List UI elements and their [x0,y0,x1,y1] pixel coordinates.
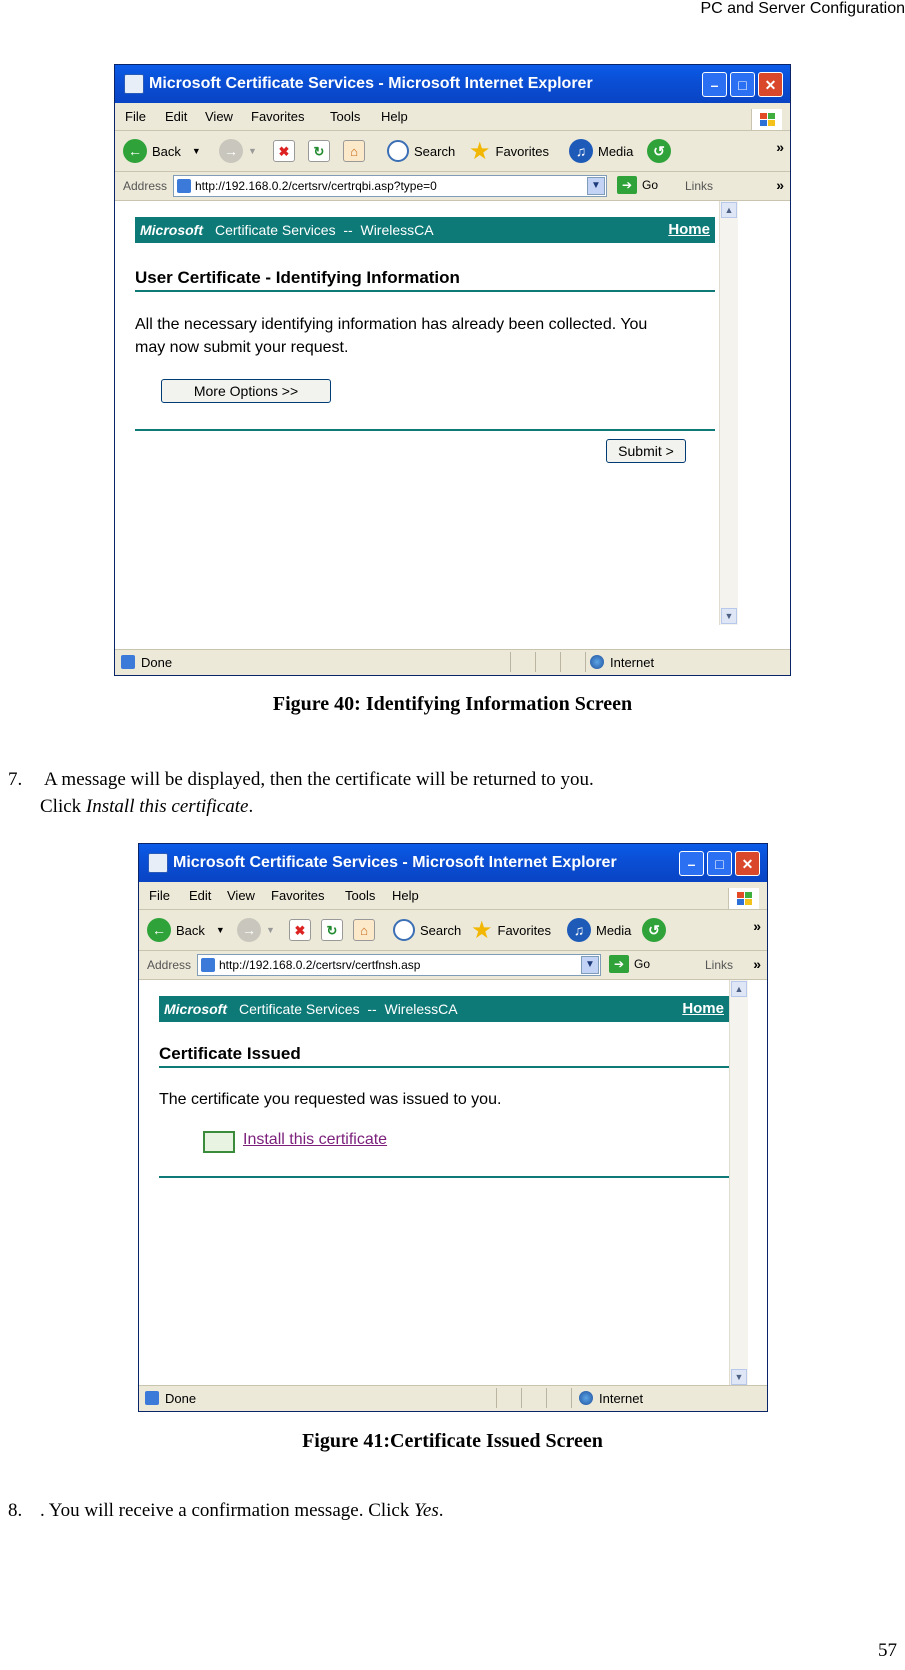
url-text: http://192.168.0.2/certsrv/certfnsh.asp [219,958,421,972]
vertical-scrollbar[interactable] [719,201,738,625]
info-line-1: All the necessary identifying information has already been collected. You [135,316,648,333]
menu-edit[interactable]: Edit [189,888,212,903]
address-label: Address [123,179,168,193]
scroll-down-icon[interactable]: ▼ [721,608,737,624]
go-button[interactable]: ➔ Go [609,955,650,973]
ie-page-icon [148,853,168,873]
links-chevron-icon[interactable]: » [753,956,761,972]
page-content [143,980,743,1380]
address-label: Address [147,958,192,972]
more-options-button[interactable]: More Options >> [161,379,331,403]
star-icon: ★ [469,137,491,165]
certificate-icon [203,1131,235,1153]
banner-brand: Microsoft [164,1001,227,1017]
figure-41-caption: Figure 41:Certificate Issued Screen [302,1430,603,1452]
title-bar[interactable] [139,844,767,882]
menu-edit[interactable]: Edit [165,109,188,124]
menu-tools[interactable]: Tools [345,888,376,903]
back-arrow-icon: ← [147,918,171,942]
links-chevron-icon[interactable]: » [776,177,784,193]
forward-arrow-icon: → [219,139,243,163]
history-button[interactable] [642,917,666,943]
close-button[interactable]: ✕ [735,851,760,876]
submit-button[interactable]: Submit > [606,439,686,463]
banner-text: Certificate Services -- WirelessCA [239,1001,458,1017]
forward-button[interactable] [219,138,257,164]
step-8-text: . You will receive a confirmation message. Click Yes. [40,1500,444,1521]
history-icon: ↺ [647,139,671,163]
bottom-divider [159,1176,729,1178]
windows-flag-icon [751,109,782,130]
menu-view[interactable]: View [227,888,255,903]
internet-zone-icon [579,1391,593,1405]
links-button[interactable]: Links [705,958,734,972]
forward-button[interactable] [237,917,275,943]
title-divider [159,1066,729,1068]
info-line-2: may now submit your request. [135,339,349,356]
history-button[interactable] [647,138,671,164]
bottom-divider [135,429,715,431]
status-text: Done [165,1391,197,1406]
status-bar [139,1385,767,1411]
forward-arrow-icon: → [237,918,261,942]
back-arrow-icon: ← [123,139,147,163]
menu-tools[interactable]: Tools [330,109,361,124]
search-icon [387,140,409,162]
status-text: Done [141,655,173,670]
yes-reference: Yes [414,1500,439,1521]
menu-file[interactable]: File [149,888,170,903]
menu-favorites[interactable]: Favorites [251,109,305,124]
banner-text: Certificate Services -- WirelessCA [215,222,434,238]
refresh-icon: ↻ [321,919,343,941]
media-icon: ♫ [569,139,593,163]
window-title: Microsoft Certificate Services - Microsoft Internet Explorer [149,75,593,92]
address-input[interactable] [197,954,601,976]
address-bar [115,172,790,201]
star-icon: ★ [471,916,493,944]
home-button[interactable] [343,138,365,164]
stop-icon: ✖ [273,140,295,162]
ie-page-icon [177,179,191,193]
favorites-button[interactable]: ★ Favorites [469,137,549,165]
cert-services-banner [159,996,729,1022]
issued-message: The certificate you requested was issued to you. [159,1091,502,1108]
page-done-icon [121,655,135,669]
page-done-icon [145,1391,159,1405]
home-button[interactable] [353,917,375,943]
status-bar [115,649,790,675]
dropdown-arrow-icon: ▼ [248,146,257,156]
search-button[interactable]: Search [387,138,455,164]
minimize-button[interactable]: – [702,72,727,97]
toolbar-chevron-icon[interactable]: » [753,918,761,934]
standard-toolbar [139,910,767,951]
internet-zone-icon [590,655,604,669]
maximize-button[interactable]: □ [730,72,755,97]
cert-services-banner [135,217,715,243]
go-arrow-icon: ➔ [609,955,629,973]
running-header: PC and Server Configuration [700,0,905,17]
minimize-button[interactable]: – [679,851,704,876]
stop-button[interactable] [273,138,295,164]
address-dropdown-icon[interactable]: ▼ [587,177,605,195]
step-7-line-2: Click Install this certificate. [40,796,254,817]
media-icon: ♫ [567,918,591,942]
refresh-button[interactable] [321,917,343,943]
title-bar[interactable] [115,65,790,103]
ie-page-icon [201,958,215,972]
search-button[interactable]: Search [393,917,461,943]
dropdown-arrow-icon: ▼ [215,925,225,935]
dropdown-arrow-icon: ▼ [191,146,201,156]
back-button[interactable]: ← Back ▼ [147,917,225,943]
favorites-button[interactable]: ★ Favorites [471,916,551,944]
standard-toolbar [115,131,790,172]
ie-window-certificate-issued [138,843,768,1412]
windows-flag-icon [728,888,759,909]
banner-brand: Microsoft [140,222,203,238]
page-number: 57 [878,1640,897,1661]
page-title: Certificate Issued [159,1044,301,1063]
install-cert-reference: Install this certificate [85,796,249,817]
toolbar-chevron-icon[interactable]: » [776,139,784,155]
stop-icon: ✖ [289,919,311,941]
home-icon: ⌂ [353,919,375,941]
address-dropdown-icon[interactable]: ▼ [581,956,599,974]
scroll-up-icon[interactable]: ▲ [731,981,747,997]
menu-bar [139,882,767,910]
zone-text: Internet [599,1391,644,1406]
scroll-up-icon[interactable]: ▲ [721,202,737,218]
refresh-icon: ↻ [308,140,330,162]
dropdown-arrow-icon: ▼ [266,925,275,935]
ie-window-identifying-info [114,64,791,676]
maximize-button[interactable]: □ [707,851,732,876]
address-bar [139,951,767,980]
home-link[interactable]: Home [668,221,710,238]
step-7-number: 7. [8,769,23,790]
links-button[interactable]: Links [685,179,714,193]
menu-favorites[interactable]: Favorites [271,888,325,903]
zone-text: Internet [610,655,655,670]
url-text: http://192.168.0.2/certsrv/certrqbi.asp?type=0 [195,179,437,193]
menu-bar [115,103,790,131]
go-button[interactable]: ➔ Go [617,176,658,194]
step-8-number: 8. [8,1500,23,1521]
menu-help[interactable]: Help [381,109,408,124]
search-icon [393,919,415,941]
media-button[interactable]: ♫ Media [567,917,631,943]
go-arrow-icon: ➔ [617,176,637,194]
install-certificate-link[interactable]: Install this certificate [243,1131,388,1148]
history-icon: ↺ [642,918,666,942]
scroll-down-icon[interactable]: ▼ [731,1369,747,1385]
media-button[interactable]: ♫ Media [569,138,633,164]
address-input[interactable] [173,175,607,197]
ie-page-icon [124,74,144,94]
menu-file[interactable]: File [125,109,146,124]
step-7-line-1: A message will be displayed, then the certificate will be returned to you. [44,769,594,790]
home-icon: ⌂ [343,140,365,162]
menu-view[interactable]: View [205,109,233,124]
back-button[interactable]: ← Back ▼ [123,138,201,164]
page-content [119,201,719,651]
title-divider [135,290,715,292]
refresh-button[interactable] [308,138,330,164]
window-title: Microsoft Certificate Services - Microsoft Internet Explorer [173,854,617,871]
page-title: User Certificate - Identifying Information [135,268,460,287]
stop-button[interactable] [289,917,311,943]
close-button[interactable]: ✕ [758,72,783,97]
menu-help[interactable]: Help [392,888,419,903]
figure-40-caption: Figure 40: Identifying Information Screen [272,693,633,715]
vertical-scrollbar[interactable] [729,980,748,1386]
home-link[interactable]: Home [682,1000,724,1017]
